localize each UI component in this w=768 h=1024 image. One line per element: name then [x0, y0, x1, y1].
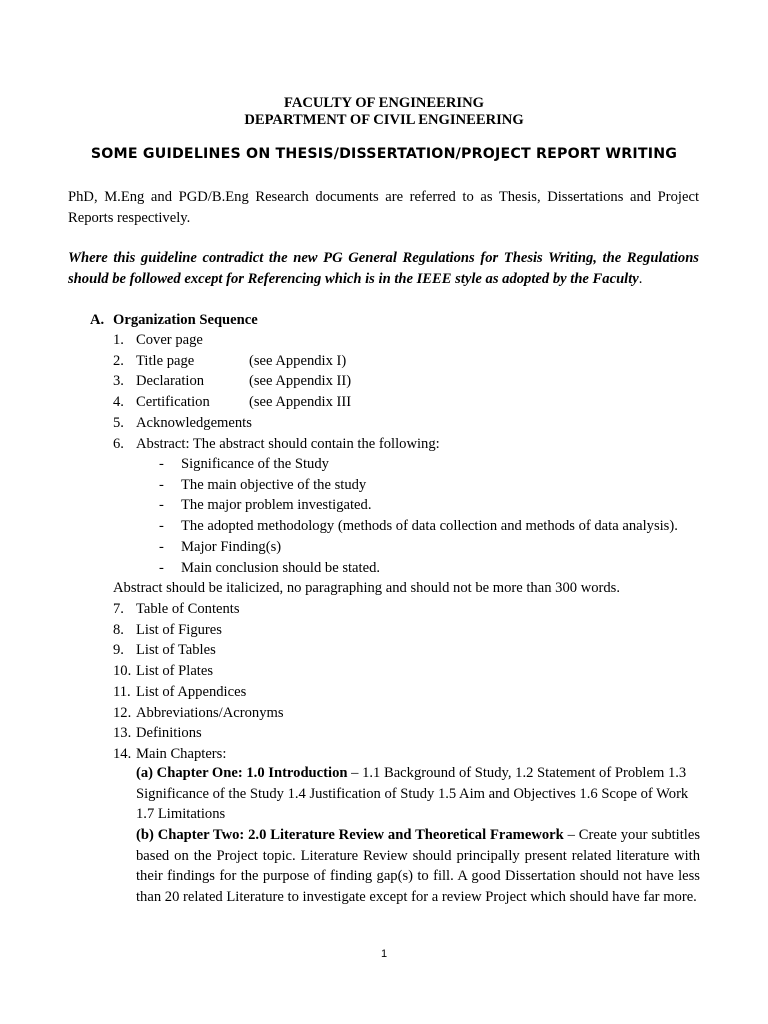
bullet-dash: - — [159, 518, 164, 535]
section-a-letter: A. — [90, 312, 105, 328]
list-item-number: 6. — [113, 435, 124, 452]
page-number: 1 — [380, 948, 388, 960]
list-item-text: Abstract: The abstract should contain the following: — [136, 435, 440, 452]
list-item-number: 4. — [113, 394, 124, 411]
intro-paragraph: PhD, M.Eng and PGD/B.Eng Research documents are referred to as Thesis, Dissertations and Project Reports respectively. — [68, 189, 699, 226]
list-item-text: List of Tables — [136, 642, 216, 659]
chapter-one-text: – 1.1 Background of Study, 1.2 Statement of Problem 1.3 Significance of the Study 1.4 Justification of Study 1.5 Aim and Objectives 1.6 Scope of Work 1.7 Limitations — [136, 765, 689, 823]
list-item-number: 12. — [113, 704, 132, 721]
bullet-dash: - — [159, 456, 164, 472]
list-item-number: 1. — [113, 332, 124, 348]
list-item-number: 2. — [113, 352, 124, 369]
abstract-point-text: The major problem investigated. — [181, 497, 372, 514]
list-item-text: Certification — [136, 394, 210, 411]
list-item-text: Declaration — [136, 373, 205, 390]
regulation-note — [68, 248, 699, 289]
list-item-number: 11. — [113, 683, 131, 700]
abstract-point-text: Main conclusion should be stated. — [181, 559, 381, 576]
list-item-text: List of Figures — [136, 621, 222, 638]
chapter-two-entry — [136, 825, 700, 908]
list-item-text: Abbreviations/Acronyms — [136, 704, 284, 721]
abstract-point-text: Significance of the Study — [181, 456, 329, 472]
list-item-text: List of Appendices — [136, 683, 247, 700]
list-item-number: 9. — [113, 642, 124, 659]
list-item-text: List of Plates — [136, 663, 214, 680]
faculty-heading: FACULTY OF ENGINEERING — [283, 95, 484, 111]
department-heading: DEPARTMENT OF CIVIL ENGINEERING — [244, 112, 524, 128]
list-item-reference: (see Appendix I) — [249, 352, 347, 369]
abstract-point-text: The main objective of the study — [181, 476, 367, 493]
list-item-number: 3. — [113, 373, 124, 390]
list-item-text: Definitions — [136, 725, 202, 742]
list-item-reference: (see Appendix II) — [249, 373, 352, 390]
bullet-dash: - — [159, 559, 164, 576]
abstract-point-text: Major Finding(s) — [181, 538, 282, 555]
regulation-note-end: . — [638, 270, 643, 287]
list-item-number: 14. — [113, 745, 132, 762]
section-a-title: Organization Sequence — [113, 312, 258, 328]
bullet-dash: - — [159, 497, 164, 514]
list-item-number: 8. — [113, 621, 124, 638]
document-title: SOME GUIDELINES ON THESIS/DISSERTATION/PROJECT REPORT WRITING — [90, 146, 678, 162]
list-item-number: 7. — [113, 601, 124, 617]
chapter-one-heading: (a) Chapter One: 1.0 Introduction — [136, 765, 348, 781]
regulation-note-text: Where this guideline contradict the new PG General Regulations for Thesis Writing, the Regulations should be followed except for Referencing which is in the IEEE style as adopted by the Faculty — [68, 250, 699, 287]
chapter-one-entry — [136, 763, 700, 825]
bullet-dash: - — [159, 476, 164, 493]
list-item-reference: (see Appendix III — [249, 394, 352, 411]
list-item-text: Acknowledgements — [136, 414, 252, 431]
list-item-number: 5. — [113, 414, 124, 431]
chapter-two-text: – Create your subtitles based on the Project topic. Literature Review should principally present related literature with their findings for the purpose of finding gap(s) to fill. A good Dissertation should not have less than 20 related Literature to investigate except for a review Project which should have far more. — [136, 827, 700, 906]
list-item-number: 10. — [113, 663, 132, 680]
abstract-point-text: The adopted methodology (methods of data collection and methods of data analysis). — [181, 518, 678, 535]
list-item-text: Cover page — [136, 332, 203, 348]
list-item-number: 13. — [113, 725, 132, 742]
chapter-two-heading: (b) Chapter Two: 2.0 Literature Review and Theoretical Framework — [136, 827, 564, 843]
abstract-note: Abstract should be italicized, no paragraphing and should not be more than 300 words. — [113, 580, 621, 596]
list-item-text: Table of Contents — [136, 601, 240, 617]
list-item-text: Main Chapters: — [136, 745, 227, 762]
bullet-dash: - — [159, 538, 164, 555]
list-item-text: Title page — [136, 352, 195, 369]
